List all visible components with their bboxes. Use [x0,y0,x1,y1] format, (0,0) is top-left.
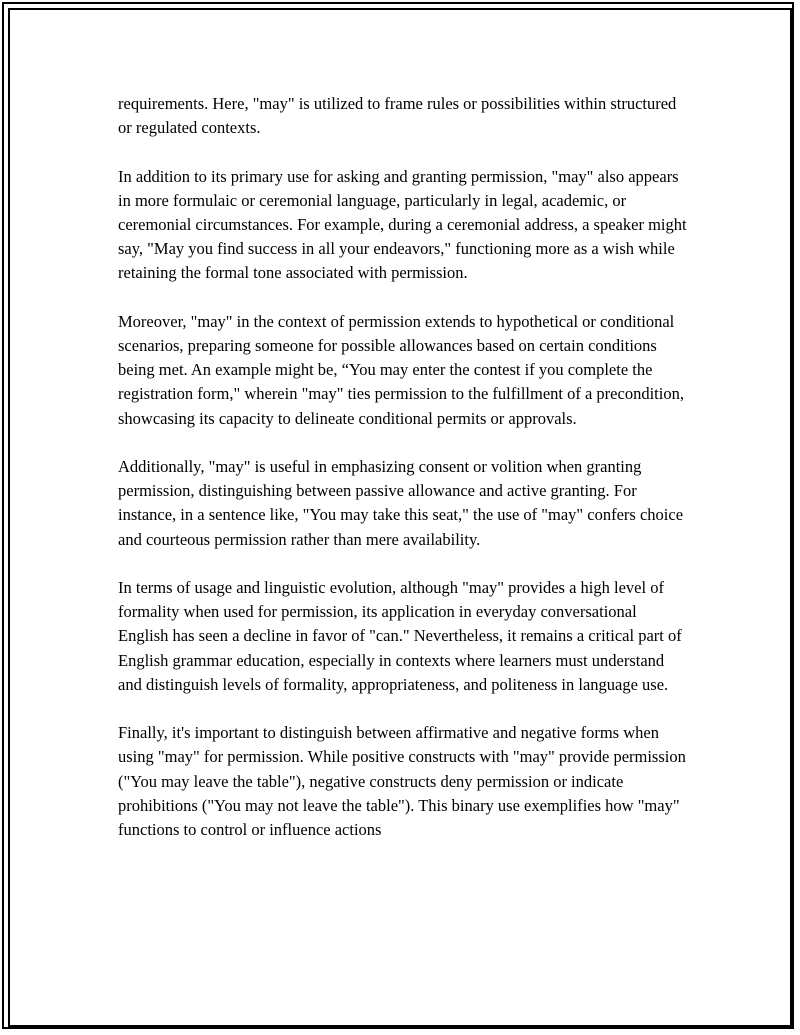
paragraph-1: requirements. Here, "may" is utilized to frame rules or possibilities within structured or regulated contexts. [118,94,677,138]
paragraph-2: In addition to its primary use for asking and granting permission, "may" also appears in more formulaic or ceremonial language, particularly in legal, academic, or ceremonial circumstances. For example, during a ceremonial address, a speaker might say, "May you find success in all your endeavors," functioning more as a wish while retaining the formal tone associated with permission. [118,166,687,283]
paragraph-6: Finally, it's important to distinguish between affirmative and negative forms when using "may" for permission. While positive constructs with "may" provide permission ("You may leave the table"), negative constructs deny permission or indicate prohibitions ("You may not leave the table"). This binary use exemplifies how "may" functions to control or influence actions [118,723,686,840]
document-body [118,92,688,866]
paragraph-5: In terms of usage and linguistic evolution, although "may" provides a high level of formality when used for permission, its application in everyday conversational English has seen a decline in favor of "can." Nevertheless, it remains a critical part of English grammar education, especially in contexts where learners must understand and distinguish levels of formality, appropriateness, and politeness in language use. [118,578,682,694]
paragraph-3: Moreover, "may" in the context of permission extends to hypothetical or conditional scenarios, preparing someone for possible allowances based on certain conditions being met. An example might be, “You may enter the contest if you complete the registration form," wherein "may" ties permission to the fulfillment of a precondition, showcasing its capacity to delineate conditional permits or approvals. [118,311,684,428]
paragraph-4: Additionally, "may" is useful in emphasizing consent or volition when granting permission, distinguishing between passive allowance and active granting. For instance, in a sentence like, "You may take this seat," the use of "may" confers choice and courteous permission rather than mere availability. [118,457,684,549]
